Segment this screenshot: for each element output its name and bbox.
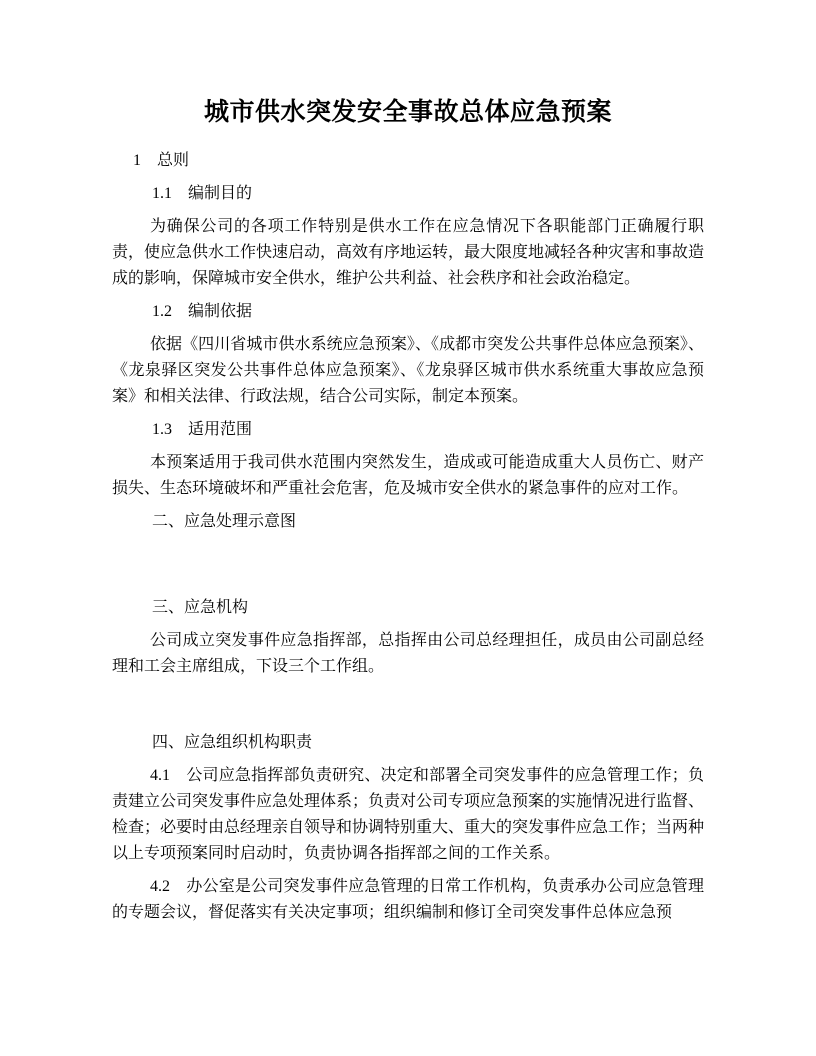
diagram-placeholder-space: [112, 542, 704, 588]
heading-section-1-1: 1.1 编制目的: [152, 185, 253, 202]
heading-section-3-organs: 三、应急机构: [152, 599, 249, 616]
heading-section-1-2: 1.2 编制依据: [152, 303, 253, 320]
heading-section-4-duties: 四、应急组织机构职责: [152, 734, 313, 751]
heading-section-1-3: 1.3 适用范围: [152, 421, 253, 438]
paragraph-organization: 公司成立突发事件应急指挥部，总指挥由公司总经理担任，成员由公司副总经理和工会主席组成，下设三个工作组。: [112, 632, 704, 675]
doc-title: 城市供水突发安全事故总体应急预案: [203, 99, 612, 126]
heading-section-2-diagram: 二、应急处理示意图: [152, 513, 297, 530]
paragraph-duty-4-2: 4.2 办公室是公司突发事件应急管理的日常工作机构，负责承办公司应急管理的专题会议，督促落实有关决定事项；组织编制和修订全司突发事件总体应急预: [112, 878, 704, 921]
paragraph-purpose: 为确保公司的各项工作特别是供水工作在应急情况下各职能部门正确履行职责，使应急供水工作快速启动，高效有序地运转，最大限度地减轻各种灾害和事故造成的影响，保障城市安全供水，维护公共利益、社会秩序和社会政治稳定。: [112, 218, 705, 287]
org-chart-placeholder-space: [112, 687, 704, 723]
paragraph-basis: 依据《四川省城市供水系统应急预案》、《成都市突发公共事件总体应急预案》、《龙泉驿区突发公共事件总体应急预案》、《龙泉驿区城市供水系统重大事故应急预案》和相关法律、行政法规，结合公司实际，制定本预案。: [112, 336, 704, 405]
heading-chapter-1: 1 总则: [133, 152, 190, 169]
paragraph-scope: 本预案适用于我司供水范围内突然发生，造成或可能造成重大人员伤亡、财产损失、生态环境破坏和严重社会危害，危及城市安全供水的紧急事件的应对工作。: [112, 454, 704, 497]
paragraph-duty-4-1: 4.1 公司应急指挥部负责研究、决定和部署全司突发事件的应急管理工作；负责建立公司突发事件应急处理体系；负责对公司专项应急预案的实施情况进行监督、检查；必要时由总经理亲自领导和协调特别重大、重大的突发事件应急工作；当两种以上专项预案同时启动时，负责协调各指挥部之间的工作关系。: [112, 767, 705, 862]
